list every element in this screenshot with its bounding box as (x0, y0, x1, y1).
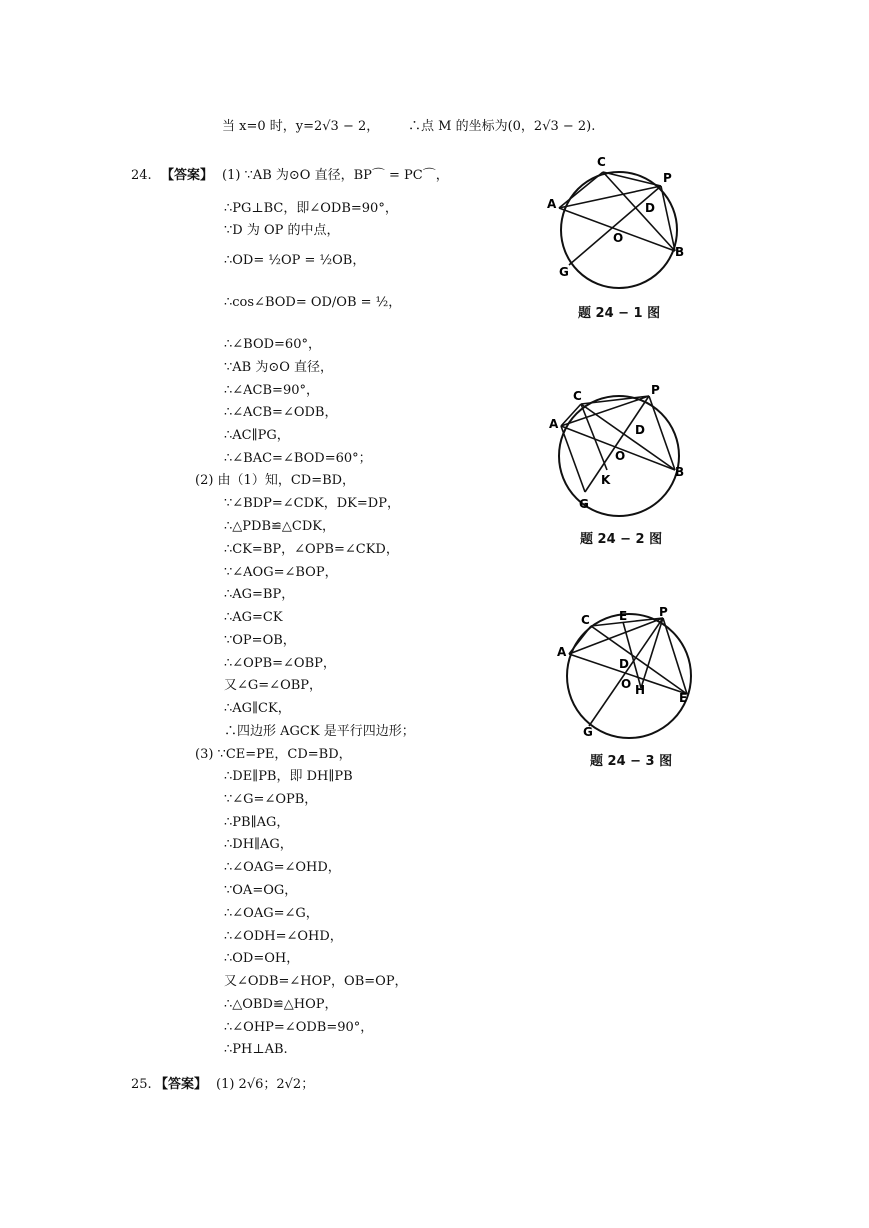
q24-line: ∴∠OHP=∠ODB=90°， (224, 1020, 374, 1035)
label-g: G (583, 725, 593, 739)
label-p: P (651, 383, 660, 397)
label-d: D (635, 423, 645, 437)
label-b: B (675, 245, 685, 259)
q24-line: ∴∠OPB=∠OBP， (224, 656, 336, 671)
q24-line: ∴∠ODH=∠OHD， (224, 929, 343, 944)
q24-line: (3) ∵CE=PE，CD=BD， (195, 747, 352, 762)
q24-line: ∴∠ACB=∠ODB， (224, 405, 338, 420)
q24-line: ∴△OBD≌△HOP， (224, 997, 338, 1012)
label-h: H (635, 683, 646, 697)
q24-line: (2) 由（1）知，CD=BD， (195, 473, 356, 488)
q24-line: ∵OP=OB， (224, 633, 296, 648)
label-d: D (619, 657, 629, 671)
q25-tag: 【答案】 (155, 1077, 208, 1092)
q24-line: ∵∠AOG=∠BOP， (224, 565, 338, 580)
q24-line: ∴DE∥PB，即 DH∥PB (224, 769, 353, 784)
label-b: B (675, 465, 685, 479)
segment-pb (661, 186, 675, 251)
figure-24-2 (545, 382, 695, 522)
q24-line: ∴△PDB≌△CDK， (224, 519, 335, 534)
segment-pb (649, 396, 675, 470)
segment-pg (585, 396, 649, 492)
label-a: A (549, 417, 559, 431)
q24-line: ∵D 为 OP 的中点， (224, 223, 340, 238)
q24-line: ∴AG=BP， (224, 587, 295, 602)
q24-line: ∴DH∥AG， (224, 837, 293, 852)
label-c: C (597, 155, 606, 169)
figure-24-1-caption: 题 24 − 1 图 (578, 306, 661, 321)
q24-line: ∴OD=OH， (224, 951, 300, 966)
q24-line: ∴PG⊥BC，即∠ODB=90°， (224, 201, 398, 216)
top-line-left: 当 x=0 时，y=2√3 − 2， (222, 119, 380, 134)
label-p: P (659, 605, 668, 619)
label-e: E (619, 609, 628, 623)
q24-line: (1) ∵AB 为⊙O 直径，BP⌒ = PC⌒， (222, 168, 449, 183)
q24-line: ∴∠ACB=90°， (224, 383, 319, 398)
label-d: D (645, 201, 655, 215)
q25-line: (1) 2√6；2√2； (216, 1077, 315, 1092)
q25-number: 25. (131, 1077, 152, 1092)
figure-24-2-caption: 题 24 − 2 图 (580, 532, 663, 547)
label-a: A (557, 645, 567, 659)
q24-line: ∴∠OAG=∠G， (224, 906, 319, 921)
top-line-right: ∴点 M 的坐标为(0，2√3 − 2). (408, 119, 596, 134)
label-b: E (679, 691, 688, 705)
segment-ab (561, 426, 675, 470)
q24-line: ∴∠BOD=60°， (224, 337, 321, 352)
q24-line: 又∠G=∠OBP， (224, 678, 323, 693)
label-k: K (601, 473, 611, 487)
q24-line: ∴PB∥AG， (224, 815, 290, 830)
label-a: A (547, 197, 557, 211)
label-o: O (615, 449, 626, 463)
q24-line: ∵AB 为⊙O 直径， (224, 360, 334, 375)
segment-ph (641, 618, 663, 688)
label-p: P (663, 171, 672, 185)
q24-line: ∵OA=OG， (224, 883, 298, 898)
segment-pg (569, 186, 661, 265)
q24-line: ∴AC∥PG， (224, 428, 290, 443)
q24-line: ∵∠BDP=∠CDK，DK=DP， (224, 496, 400, 511)
segment-pb (663, 618, 687, 694)
q24-line: ∵∠G=∠OPB， (224, 792, 318, 807)
q24-line: ∴∠BAC=∠BOD=60°； (224, 451, 372, 466)
q24-number: 24. (131, 168, 152, 183)
q24-line: ∴CK=BP，∠OPB=∠CKD， (224, 542, 399, 557)
q24-line: ∴AG=CK (224, 610, 283, 625)
q24-line: 又∠ODB=∠HOP，OB=OP， (224, 974, 408, 989)
label-c: C (581, 613, 590, 627)
figure-24-1 (545, 150, 695, 290)
q24-line: ∴PH⊥AB. (224, 1042, 288, 1057)
figure-24-3 (553, 602, 703, 742)
label-g: G (579, 497, 589, 511)
q24-line: ∴AG∥CK， (224, 701, 291, 716)
label-c: C (573, 389, 582, 403)
q24-line: ∴cos∠BOD= OD/OB = ½， (224, 295, 402, 310)
q24-tag: 【答案】 (161, 168, 214, 183)
label-o: O (621, 677, 632, 691)
figure-24-3-caption: 题 24 − 3 图 (590, 754, 673, 769)
label-o: O (613, 231, 624, 245)
q24-line: ∴∠OAG=∠OHD， (224, 860, 341, 875)
q24-line: ∴OD= ½OP = ½OB， (224, 253, 366, 268)
label-g: G (559, 265, 569, 279)
q24-line: ∴四边形 AGCK 是平行四边形； (224, 724, 415, 739)
